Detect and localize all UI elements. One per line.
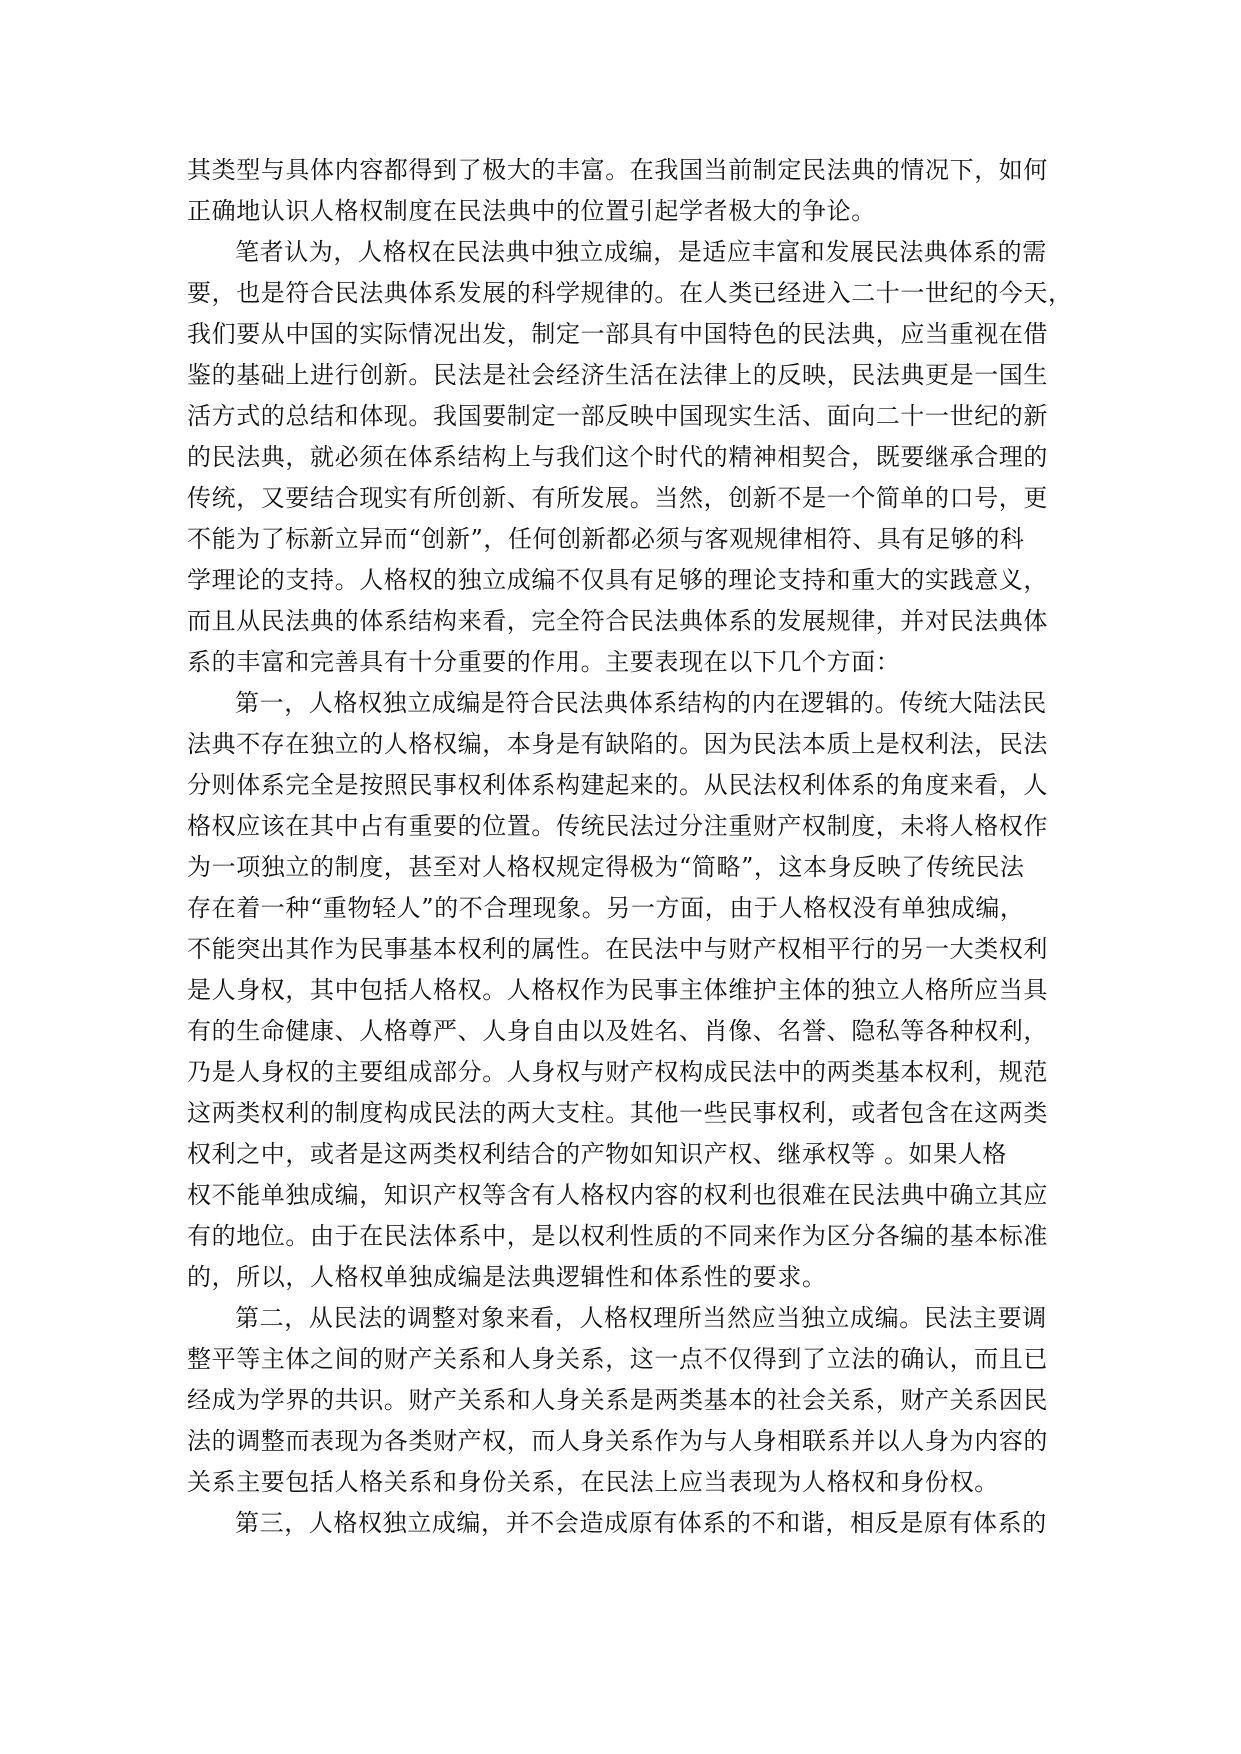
text-line: 不能为了标新立异而“创新”，任何创新都必须与客观规律相符、具有足够的科 — [187, 525, 1025, 553]
paragraph — [187, 1298, 1067, 1503]
text-line: 学理论的支持。人格权的独立成编不仅具有足够的理论支持和重大的实践意义， — [187, 566, 1048, 594]
paragraph — [187, 683, 1067, 1298]
text-line: 的，所以，人格权单独成编是法典逻辑性和体系性的要求。 — [187, 1263, 827, 1291]
text-line: 第三，人格权独立成编，并不会造成原有体系的不和谐，相反是原有体系的 — [235, 1509, 1047, 1537]
text-line: 鉴的基础上进行创新。民法是社会经济生活在法律上的反映，民法典更是一国生 — [187, 361, 1048, 389]
text-line: 活方式的总结和体现。我国要制定一部反映中国现实生活、面向二十一世纪的新 — [187, 402, 1048, 430]
text-line: 分则体系完全是按照民事权利体系构建起来的。从民法权利体系的角度来看，人 — [187, 771, 1048, 799]
text-line: 而且从民法典的体系结构来看，完全符合民法典体系的发展规律，并对民法典体 — [187, 607, 1048, 635]
text-line: 是人身权，其中包括人格权。人格权作为民事主体维护主体的独立人格所应当具 — [187, 976, 1048, 1004]
text-line: 为一项独立的制度，甚至对人格权规定得极为“简略”，这本身反映了传统民法 — [187, 853, 1025, 881]
text-line: 我们要从中国的实际情况出发，制定一部具有中国特色的民法典，应当重视在借 — [187, 320, 1048, 348]
text-line: 存在着一种“重物轻人”的不合理现象。另一方面，由于人格权没有单独成编， — [187, 894, 1025, 922]
text-line: 第一，人格权独立成编是符合民法典体系结构的内在逻辑的。传统大陆法民 — [235, 689, 1047, 717]
text-line: 格权应该在其中占有重要的位置。传统民法过分注重财产权制度，未将人格权作 — [187, 812, 1048, 840]
text-line: 乃是人身权的主要组成部分。人身权与财产权构成民法中的两类基本权利，规范 — [187, 1058, 1048, 1086]
text-line: 其类型与具体内容都得到了极大的丰富。在我国当前制定民法典的情况下，如何 — [187, 156, 1048, 184]
text-line: 法典不存在独立的人格权编，本身是有缺陷的。因为民法本质上是权利法，民法 — [187, 730, 1048, 758]
text-line: 系的丰富和完善具有十分重要的作用。主要表现在以下几个方面： — [187, 648, 901, 676]
text-line: 经成为学界的共识。财产关系和人身关系是两类基本的社会关系，财产关系因民 — [187, 1386, 1048, 1414]
text-line: 不能突出其作为民事基本权利的属性。在民法中与财产权相平行的另一大类权利 — [187, 935, 1048, 963]
text-line: 权不能单独成编，知识产权等含有人格权内容的权利也很难在民法典中确立其应 — [187, 1181, 1048, 1209]
paragraph — [187, 232, 1073, 683]
text-line: 第二，从民法的调整对象来看，人格权理所当然应当独立成编。民法主要调 — [235, 1304, 1047, 1332]
paragraph — [187, 150, 1067, 232]
text-line: 权利之中，或者是这两类权利结合的产物如知识产权、继承权等 。如果人格 — [187, 1140, 1008, 1168]
text-line: 有的地位。由于在民法体系中，是以权利性质的不同来作为区分各编的基本标准 — [187, 1222, 1048, 1250]
text-line: 法的调整而表现为各类财产权，而人身关系作为与人身相联系并以人身为内容的 — [187, 1427, 1048, 1455]
text-line: 正确地认识人格权制度在民法典中的位置引起学者极大的争论。 — [187, 197, 876, 225]
text-line: 笔者认为，人格权在民法典中独立成编，是适应丰富和发展民法典体系的需 — [235, 238, 1047, 266]
text-line: 的民法典，就必须在体系结构上与我们这个时代的精神相契合，既要继承合理的 — [187, 443, 1048, 471]
text-line: 传统，又要结合现实有所创新、有所发展。当然，创新不是一个简单的口号，更 — [187, 484, 1048, 512]
text-line: 这两类权利的制度构成民法的两大支柱。其他一些民事权利，或者包含在这两类 — [187, 1099, 1048, 1127]
text-line: 要，也是符合民法典体系发展的科学规律的。在人类已经进入二十一世纪的今天， — [187, 279, 1073, 307]
body-text — [187, 150, 1073, 1544]
text-line: 关系主要包括人格关系和身份关系，在民法上应当表现为人格权和身份权。 — [187, 1468, 999, 1496]
text-line: 有的生命健康、人格尊严、人身自由以及姓名、肖像、名誉、隐私等各种权利， — [187, 1017, 1048, 1045]
paragraph — [187, 1503, 1067, 1544]
text-line: 整平等主体之间的财产关系和人身关系，这一点不仅得到了立法的确认，而且已 — [187, 1345, 1048, 1373]
